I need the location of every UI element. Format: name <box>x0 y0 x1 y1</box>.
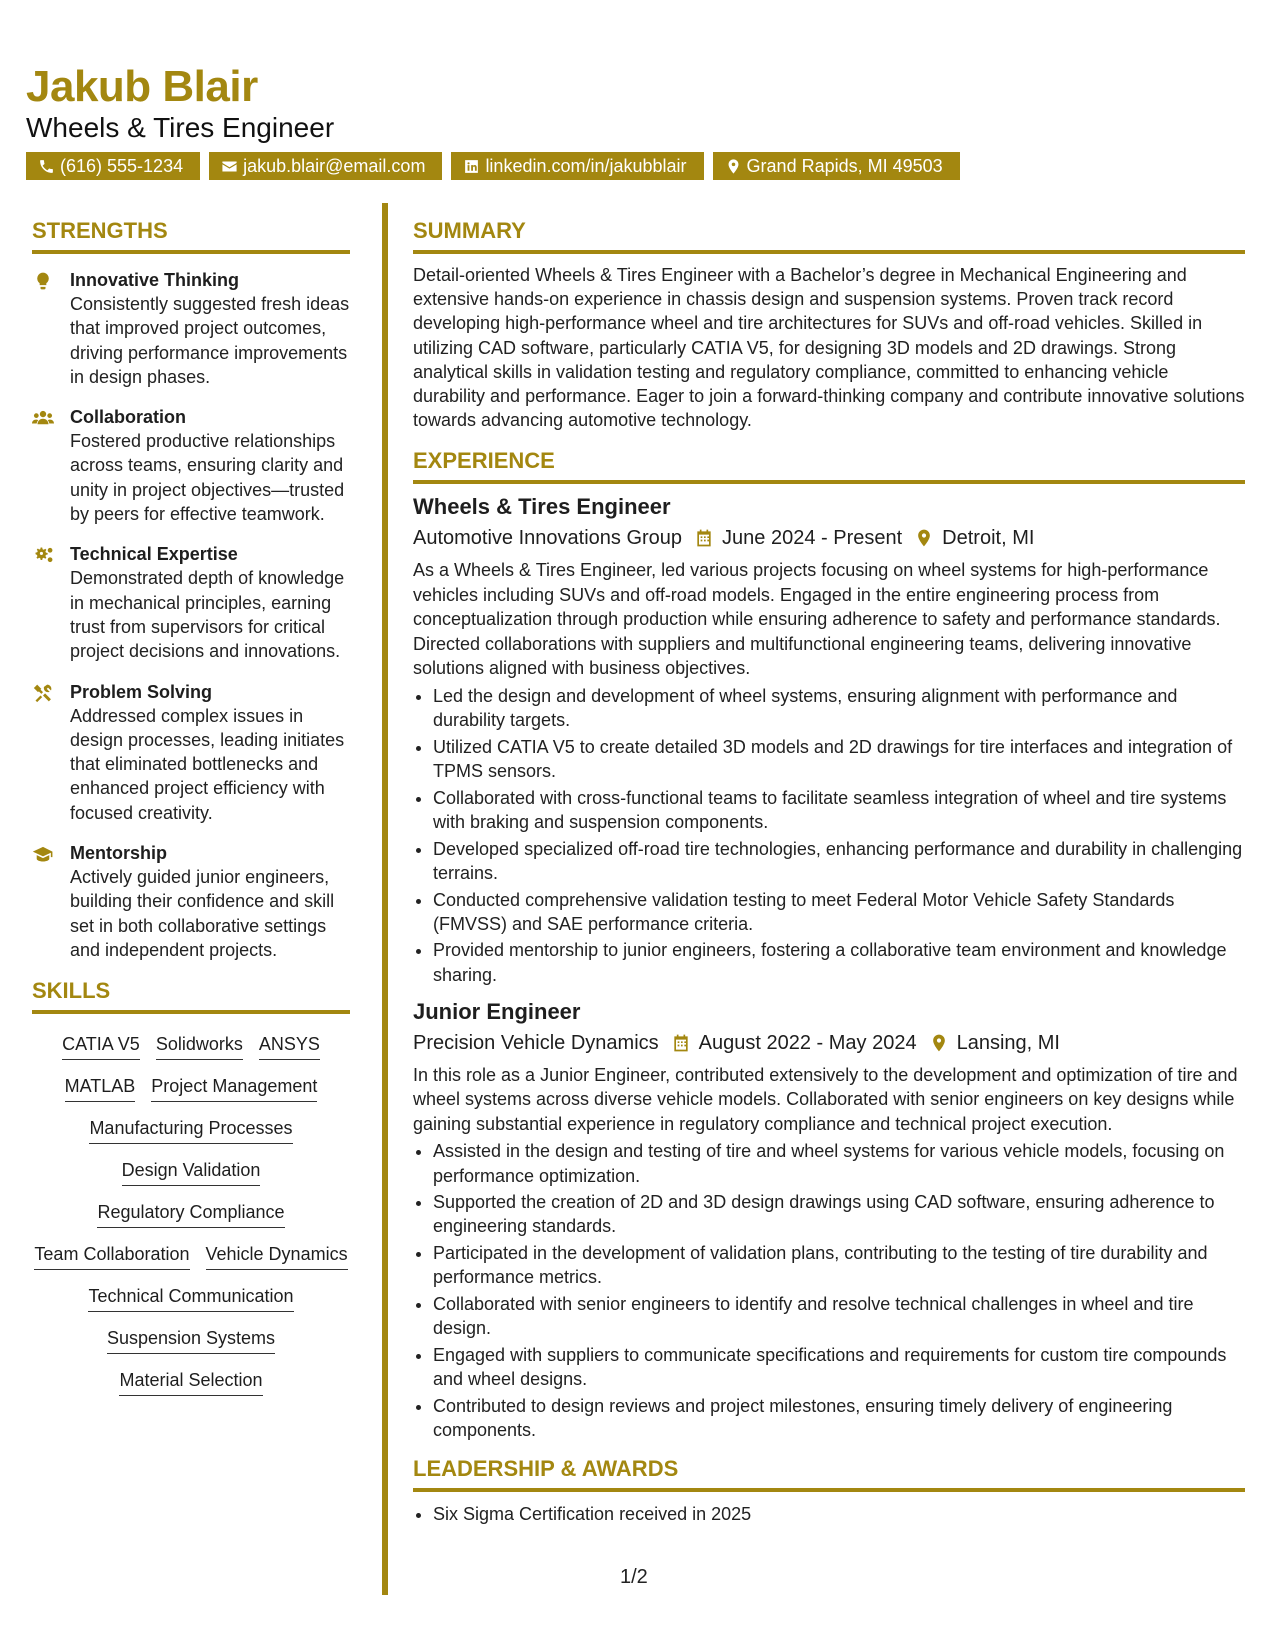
job-entry <box>413 997 1245 1442</box>
job-bullet: • Assisted in the design and testing of tire and wheel systems for various vehicle models, focusing on performance optimization. <box>433 1139 1245 1187</box>
contact-location[interactable] <box>713 152 960 180</box>
contact-phone-text: (616) 555-1234 <box>60 156 184 176</box>
leadership-heading: LEADERSHIP & AWARDS <box>413 1456 1245 1492</box>
strength-desc: Consistently suggested fresh ideas that improved project outcomes, driving performance improvements in design phases. <box>70 294 350 387</box>
skill-tag: Team Collaboration <box>34 1242 189 1270</box>
left-column <box>32 218 350 1396</box>
job-bullets <box>413 684 1245 987</box>
contact-linkedin[interactable] <box>451 152 703 180</box>
skill-tag: Vehicle Dynamics <box>206 1242 348 1270</box>
job-company: Automotive Innovations Group <box>413 527 683 550</box>
job-bullet: • Engaged with suppliers to communicate specifications and requirements for custom tire compounds and wheel designs. <box>433 1343 1245 1391</box>
job-location: Detroit, MI <box>942 527 1035 550</box>
contact-location-text: Grand Rapids, MI 49503 <box>746 156 943 176</box>
job-bullet: • Collaborated with senior engineers to identify and resolve technical challenges in wheel and tire design. <box>433 1292 1245 1340</box>
strength-item <box>32 405 350 526</box>
calendar-icon <box>694 528 714 548</box>
phone-icon <box>38 158 55 175</box>
job-description: As a Wheels & Tires Engineer, led various projects focusing on wheel systems for high-performance vehicles including SUVs and off-road models. Engaged in the entire engineering process from conceptualization through production while ensuring adherence to safety and performance standards. Directed collaborations with suppliers and multifunctional engineering teams, delivering innovative solutions aligned with business objectives. <box>413 560 1221 679</box>
envelope-icon <box>221 158 238 175</box>
strength-desc: Addressed complex issues in design processes, leading initiates that eliminated bottlenecks and enhanced project efficiency with focused creativity. <box>70 705 345 823</box>
column-divider <box>382 203 388 1595</box>
map-pin-icon <box>914 528 934 548</box>
job-bullet: • Collaborated with cross-functional teams to facilitate seamless integration of wheel and tire systems with braking and suspension components. <box>433 786 1245 834</box>
skill-tag: Suspension Systems <box>107 1326 275 1354</box>
summary-text: Detail-oriented Wheels & Tires Engineer with a Bachelor’s degree in Mechanical Engineering and extensive hands-on experience in chassis design and suspension systems. Proven track record developing high-performance wheel and tire architectures for SUVs and off-road vehicles. Skilled in utilizing CAD software, particularly CATIA V5, for designing 3D models and 2D drawings. Strong analytical skills in validation testing and regulatory compliance, committed to enhancing vehicle durability and performance. Eager to join a forward-thinking company and contribute innovative solutions towards advancing automotive technology. <box>413 265 1245 431</box>
strength-title: Innovative Thinking <box>70 270 240 290</box>
strength-desc: Actively guided junior engineers, building their confidence and skill set in both collaborative settings and independent projects. <box>70 867 335 960</box>
experience-heading: EXPERIENCE <box>413 448 1245 484</box>
skill-tag: Manufacturing Processes <box>89 1116 292 1144</box>
strength-title: Technical Expertise <box>70 544 238 565</box>
skill-tag: Regulatory Compliance <box>97 1200 284 1228</box>
job-meta <box>413 1028 1245 1058</box>
strength-item <box>32 841 350 962</box>
linkedin-icon <box>463 158 480 175</box>
job-bullet: • Provided mentorship to junior engineers, fostering a collaborative team environment and knowledge sharing. <box>433 938 1245 986</box>
strengths-heading: STRENGTHS <box>32 218 350 254</box>
job-bullet: • Contributed to design reviews and project milestones, ensuring timely delivery of engineering components. <box>433 1394 1245 1442</box>
gears-icon <box>32 545 54 565</box>
skill-tag: CATIA V5 <box>62 1032 140 1060</box>
candidate-name: Jakub Blair <box>26 62 258 111</box>
job-location: Lansing, MI <box>956 1031 1060 1054</box>
job-bullet: • Conducted comprehensive validation testing to meet Federal Motor Vehicle Safety Standards (FMVSS) and SAE performance criteria. <box>433 888 1245 936</box>
users-icon <box>32 408 54 428</box>
leadership-list <box>413 1502 1245 1526</box>
job-bullet: • Developed specialized off-road tire technologies, enhancing performance and durability in challenging terrains. <box>433 837 1245 885</box>
job-entry <box>413 492 1245 986</box>
skills-list <box>32 1022 350 1396</box>
calendar-icon <box>671 1033 691 1053</box>
summary-heading: SUMMARY <box>413 218 1245 254</box>
skill-tag: Project Management <box>151 1074 317 1102</box>
strength-desc: Fostered productive relationships across teams, ensuring clarity and unity in project objectives—trusted by peers for effective teamwork. <box>70 431 345 525</box>
job-company: Precision Vehicle Dynamics <box>413 1031 659 1054</box>
candidate-title: Wheels & Tires Engineer <box>26 112 335 143</box>
skill-tag: Design Validation <box>122 1158 261 1186</box>
strength-title: Collaboration <box>70 407 186 428</box>
skill-tag: ANSYS <box>259 1032 320 1060</box>
job-bullet: • Supported the creation of 2D and 3D design drawings using CAD software, ensuring adherence to engineering standards. <box>433 1190 1245 1238</box>
experience-section <box>413 448 1245 1442</box>
strength-title: Problem Solving <box>70 681 213 702</box>
strength-desc: Demonstrated depth of knowledge in mechanical principles, earning trust from supervisors for critical project decisions and innovations. <box>70 568 345 662</box>
contact-bar <box>26 152 960 180</box>
skills-heading: SKILLS <box>32 978 350 1014</box>
job-meta <box>413 523 1245 553</box>
job-bullets <box>413 1139 1245 1442</box>
leadership-section <box>413 1456 1245 1526</box>
lightbulb-icon <box>32 271 54 291</box>
job-bullet: • Led the design and development of wheel systems, ensuring alignment with performance and durability targets. <box>433 684 1245 732</box>
skill-tag: Material Selection <box>119 1368 262 1396</box>
skill-tag: Solidworks <box>156 1032 243 1060</box>
right-column <box>413 218 1245 1529</box>
strength-item <box>32 542 350 663</box>
strength-item <box>32 268 350 389</box>
tools-icon <box>32 683 54 703</box>
job-bullet: • Participated in the development of validation plans, contributing to the testing of tire durability and performance metrics. <box>433 1241 1245 1289</box>
strength-item <box>32 680 350 825</box>
skills-section <box>32 978 350 1396</box>
graduation-cap-icon <box>32 844 54 864</box>
job-bullet: • Utilized CATIA V5 to create detailed 3D models and 2D drawings for tire interfaces and integration of TPMS sensors. <box>433 735 1245 783</box>
job-role: Wheels & Tires Engineer <box>413 494 671 520</box>
contact-email[interactable] <box>209 152 442 180</box>
map-pin-icon <box>929 1033 949 1053</box>
strengths-list <box>32 268 350 962</box>
skill-tag: MATLAB <box>65 1074 136 1102</box>
leadership-item: • Six Sigma Certification received in 2025 <box>433 1502 1245 1526</box>
job-dates: June 2024 - Present <box>722 527 903 550</box>
job-role: Junior Engineer <box>413 998 581 1024</box>
contact-email-text: jakub.blair@email.com <box>243 156 426 176</box>
map-pin-icon <box>725 158 742 175</box>
contact-linkedin-text: linkedin.com/in/jakubblair <box>485 156 687 176</box>
skill-tag: Technical Communication <box>88 1284 293 1312</box>
strength-title: Mentorship <box>70 843 167 864</box>
job-dates: August 2022 - May 2024 <box>698 1031 917 1054</box>
job-description: In this role as a Junior Engineer, contributed extensively to the development and optimization of tire and wheel systems across diverse vehicle models. Collaborated with senior engineers on key designs while gaining substantial experience in regulatory compliance and technical project execution. <box>413 1064 1238 1134</box>
contact-phone[interactable] <box>26 152 200 180</box>
page-number: 1/2 <box>620 1566 648 1588</box>
